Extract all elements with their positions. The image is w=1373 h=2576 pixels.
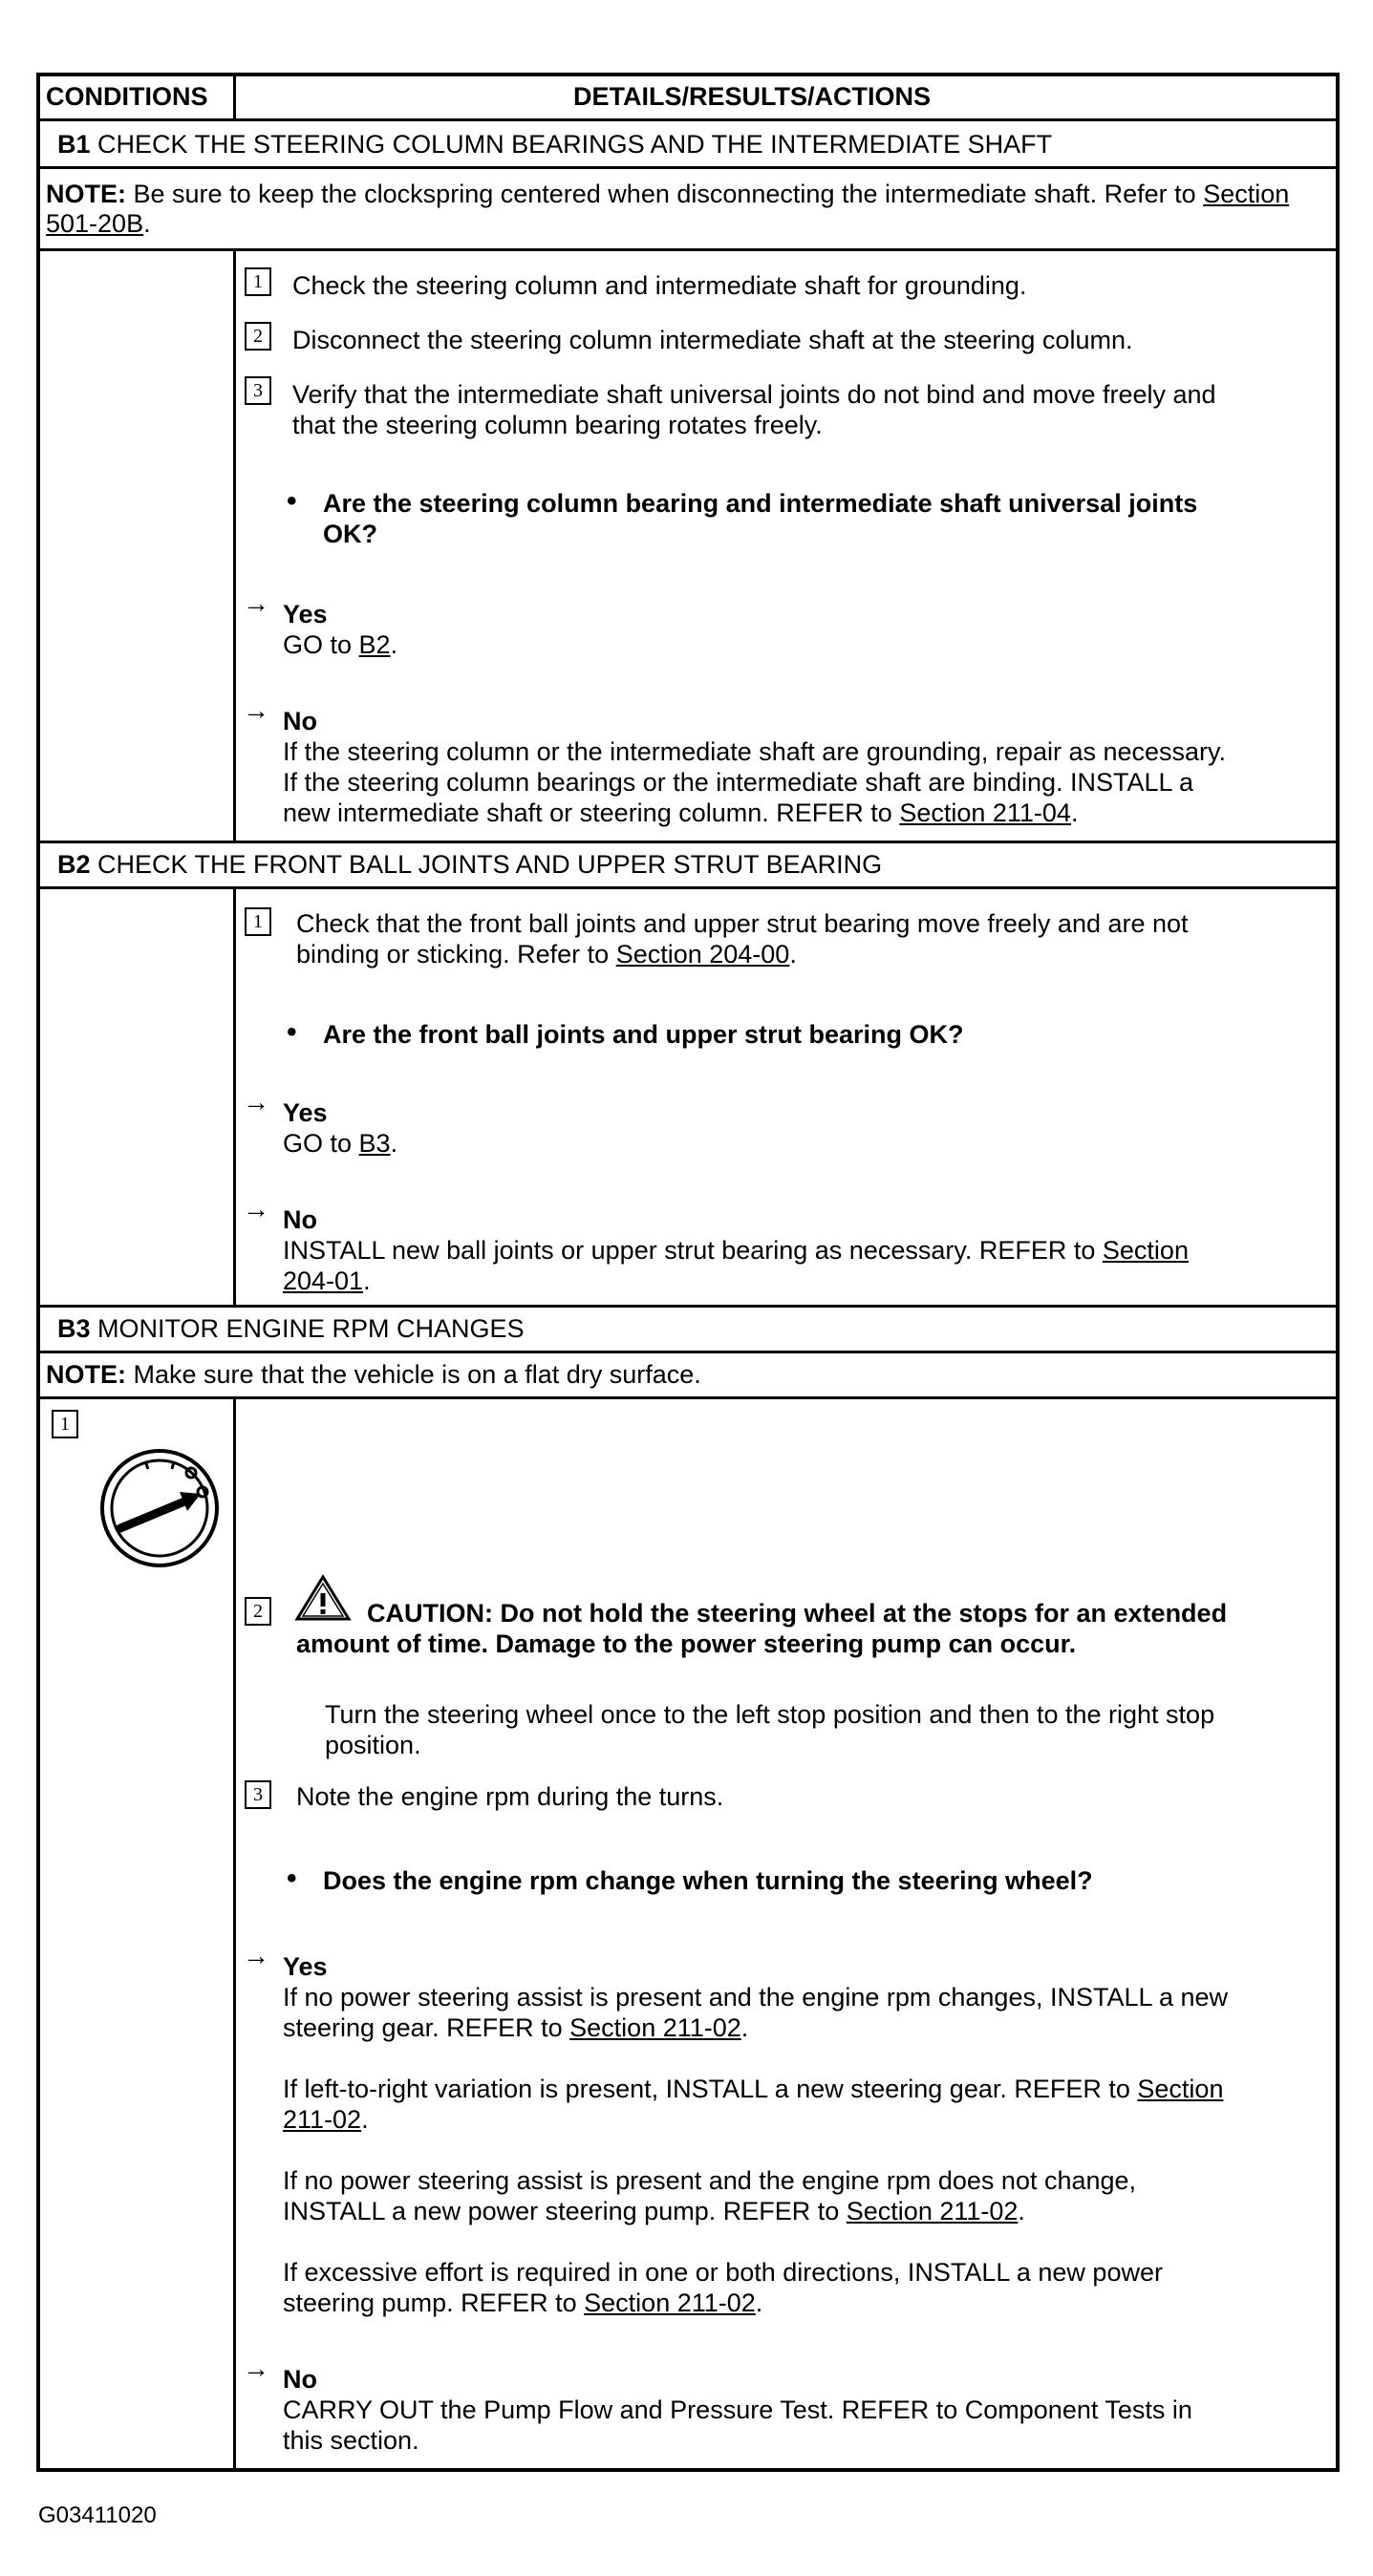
b3-code: B3 bbox=[57, 1314, 91, 1343]
b3-yes-p2-line1: If left-to-right variation is present, INSTALL a new steering gear. REFER to bbox=[283, 2075, 1130, 2103]
b3-note-text: Make sure that the vehicle is on a flat dry surface. bbox=[133, 1360, 701, 1389]
b3-turn-line2: position. bbox=[325, 1731, 421, 1759]
b1-title-row bbox=[57, 130, 1052, 160]
b1-no-line2: If the steering column bearings or the intermediate shaft are binding. INSTALL a bbox=[283, 768, 1194, 797]
b2-no-row2: 204-01. bbox=[283, 1267, 371, 1295]
arrow-icon: → bbox=[243, 695, 269, 725]
b3-yes-p2-row1 bbox=[283, 2075, 1223, 2104]
table-border-left bbox=[36, 73, 40, 2472]
b3-step3-num: 3 bbox=[245, 1780, 271, 1809]
b3-yes-p1-link[interactable]: Section 211-02 bbox=[569, 2013, 741, 2042]
b3-yes-p4-line2: steering pump. REFER to bbox=[283, 2289, 577, 2317]
figure-code: G03411020 bbox=[38, 2502, 157, 2528]
b3-yes-p2-row2: 211-02. bbox=[283, 2105, 369, 2134]
b3-note-label: NOTE: bbox=[46, 1360, 126, 1389]
col-divider bbox=[233, 73, 236, 120]
b3-turn-line1: Turn the steering wheel once to the left stop position and then to the right stop bbox=[325, 1700, 1215, 1729]
b3-yes-p3-line2: INSTALL a new power steering pump. REFER to bbox=[283, 2197, 840, 2225]
b3-yes-p4-line1: If excessive effort is required in one or both directions, INSTALL a new power bbox=[283, 2258, 1163, 2287]
b2-step1-line2: binding or sticking. Refer to bbox=[296, 940, 610, 969]
b2-step1-num: 1 bbox=[245, 907, 271, 936]
col-divider bbox=[233, 886, 236, 1307]
b3-no-line2: this section. bbox=[283, 2426, 419, 2455]
row-divider bbox=[36, 1305, 1340, 1308]
row-divider bbox=[36, 166, 1340, 169]
b1-step3-num: 3 bbox=[245, 376, 271, 405]
b1-step1-text: Check the steering column and intermediate shaft for grounding. bbox=[292, 271, 1027, 300]
b2-no-row1 bbox=[283, 1236, 1189, 1266]
b1-title: CHECK THE STEERING COLUMN BEARINGS AND THE INTERMEDIATE SHAFT bbox=[97, 130, 1053, 159]
row-divider bbox=[36, 248, 1340, 251]
b3-step2-num: 2 bbox=[245, 1597, 271, 1626]
b3-yes-label: Yes bbox=[283, 1952, 328, 1981]
b3-title-row bbox=[57, 1314, 525, 1344]
b2-title: CHECK THE FRONT BALL JOINTS AND UPPER STRUT BEARING bbox=[97, 850, 883, 879]
header-details: DETAILS/RESULTS/ACTIONS bbox=[573, 82, 932, 111]
b3-yes-p1-row2: steering gear. REFER to Section 211-02. bbox=[283, 2013, 749, 2042]
b1-no-label: No bbox=[283, 707, 317, 735]
b3-caution-line2: amount of time. Damage to the power steering pump can occur. bbox=[296, 1629, 1077, 1658]
warning-triangle-icon bbox=[294, 1574, 352, 1622]
col-divider bbox=[233, 248, 236, 842]
b1-note-link[interactable]: Section 501-20B bbox=[46, 180, 1290, 238]
row-divider bbox=[36, 886, 1340, 889]
b1-no-line3: new intermediate shaft or steering column. REFER to bbox=[283, 798, 892, 827]
b3-yes-p3-link[interactable]: Section 211-02 bbox=[846, 2197, 1019, 2225]
b2-no-line1: INSTALL new ball joints or upper strut bearing as necessary. REFER to bbox=[283, 1236, 1096, 1265]
bullet-icon: • bbox=[287, 485, 297, 517]
b2-yes-row: GO to B3. bbox=[283, 1129, 398, 1158]
b3-yes-p1-line2: steering gear. REFER to bbox=[283, 2013, 563, 2042]
b1-yes-row: GO to B2. bbox=[283, 630, 398, 659]
arrow-icon: → bbox=[243, 588, 269, 618]
b2-yes-text: GO to bbox=[283, 1129, 353, 1158]
header-conditions: CONDITIONS bbox=[46, 82, 208, 111]
b2-question: Are the front ball joints and upper strut bearing OK? bbox=[323, 1020, 964, 1049]
b2-title-row bbox=[57, 850, 882, 880]
b1-step2-num: 2 bbox=[245, 322, 271, 351]
b3-yes-p3-line1: If no power steering assist is present and the engine rpm does not change, bbox=[283, 2166, 1137, 2195]
b1-no-line1: If the steering column or the intermediate shaft are grounding, repair as necessary. bbox=[283, 737, 1227, 766]
b3-yes-p1-line1: If no power steering assist is present and the engine rpm changes, INSTALL a new bbox=[283, 1983, 1229, 2012]
table-border-right bbox=[1336, 73, 1340, 2472]
row-divider bbox=[36, 1351, 1340, 1353]
b1-step1-num: 1 bbox=[245, 267, 271, 296]
b3-step3-text: Note the engine rpm during the turns. bbox=[296, 1782, 724, 1811]
arrow-icon: → bbox=[243, 1941, 269, 1970]
bullet-icon: • bbox=[287, 1863, 297, 1894]
b3-note bbox=[46, 1360, 701, 1390]
b3-yes-p2-link1[interactable]: Section bbox=[1137, 2075, 1224, 2103]
b1-code: B1 bbox=[57, 130, 91, 159]
b3-cond-num: 1 bbox=[52, 1410, 78, 1438]
b1-step3-line2: that the steering column bearing rotates freely. bbox=[292, 411, 823, 439]
row-divider bbox=[36, 1396, 1340, 1399]
arrow-icon: → bbox=[243, 1087, 269, 1117]
b2-step1-link[interactable]: Section 204-00 bbox=[615, 940, 790, 969]
row-divider bbox=[36, 841, 1340, 843]
row-divider bbox=[36, 118, 1340, 121]
b3-yes-p4-row2: steering pump. REFER to Section 211-02. bbox=[283, 2289, 763, 2317]
b1-note: NOTE: Be sure to keep the clockspring centered when disconnecting the intermediate shaft. Refer to Section 501-20B. bbox=[46, 180, 1290, 238]
engine-start-gauge-icon bbox=[96, 1444, 224, 1572]
b1-question-line1: Are the steering column bearing and intermediate shaft universal joints bbox=[323, 489, 1198, 518]
b3-question: Does the engine rpm change when turning the steering wheel? bbox=[323, 1866, 1093, 1895]
b1-yes-label: Yes bbox=[283, 600, 328, 628]
b3-caution-line1: CAUTION: Do not hold the steering wheel at the stops for an extended bbox=[367, 1599, 1228, 1628]
b3-yes-p3-row2: INSTALL a new power steering pump. REFER to Section 211-02. bbox=[283, 2197, 1025, 2225]
b2-no-link2[interactable]: 204-01 bbox=[283, 1267, 364, 1295]
b3-title: MONITOR ENGINE RPM CHANGES bbox=[97, 1314, 525, 1343]
b3-no-label: No bbox=[283, 2365, 317, 2394]
b2-yes-label: Yes bbox=[283, 1098, 328, 1127]
b1-note-label: NOTE: bbox=[46, 180, 126, 208]
b1-no-row3: new intermediate shaft or steering column. REFER to Section 211-04. bbox=[283, 798, 1079, 827]
b1-question-line2: OK? bbox=[323, 520, 377, 548]
b2-step1-row2: binding or sticking. Refer to Section 204-00. bbox=[296, 940, 797, 969]
bullet-icon: • bbox=[287, 1016, 297, 1048]
b1-no-link[interactable]: Section 211-04 bbox=[899, 798, 1071, 827]
b3-yes-p2-link2[interactable]: 211-02 bbox=[283, 2105, 362, 2134]
b2-yes-link[interactable]: B3 bbox=[358, 1129, 391, 1158]
b2-no-link1[interactable]: Section bbox=[1102, 1236, 1189, 1265]
b3-yes-p4-link[interactable]: Section 211-02 bbox=[584, 2289, 756, 2317]
arrow-icon: → bbox=[243, 2353, 269, 2383]
col-divider bbox=[233, 1396, 236, 2470]
b2-code: B2 bbox=[57, 850, 91, 879]
b2-no-label: No bbox=[283, 1205, 317, 1234]
arrow-icon: → bbox=[243, 1194, 269, 1224]
b1-yes-text: GO to bbox=[283, 630, 353, 659]
b1-note-text: Be sure to keep the clockspring centered when disconnecting the intermediate shaft. Refer to bbox=[133, 180, 1196, 208]
b1-step2-text: Disconnect the steering column intermediate shaft at the steering column. bbox=[292, 326, 1133, 354]
table-border-top bbox=[36, 73, 1340, 76]
b3-no-line1: CARRY OUT the Pump Flow and Pressure Test. REFER to Component Tests in bbox=[283, 2395, 1192, 2424]
table-border-bottom bbox=[36, 2468, 1340, 2472]
b1-step3-line1: Verify that the intermediate shaft universal joints do not bind and move freely and bbox=[292, 380, 1216, 409]
b1-yes-link[interactable]: B2 bbox=[358, 630, 391, 659]
b2-step1-line1: Check that the front ball joints and upper strut bearing move freely and are not bbox=[296, 909, 1189, 938]
